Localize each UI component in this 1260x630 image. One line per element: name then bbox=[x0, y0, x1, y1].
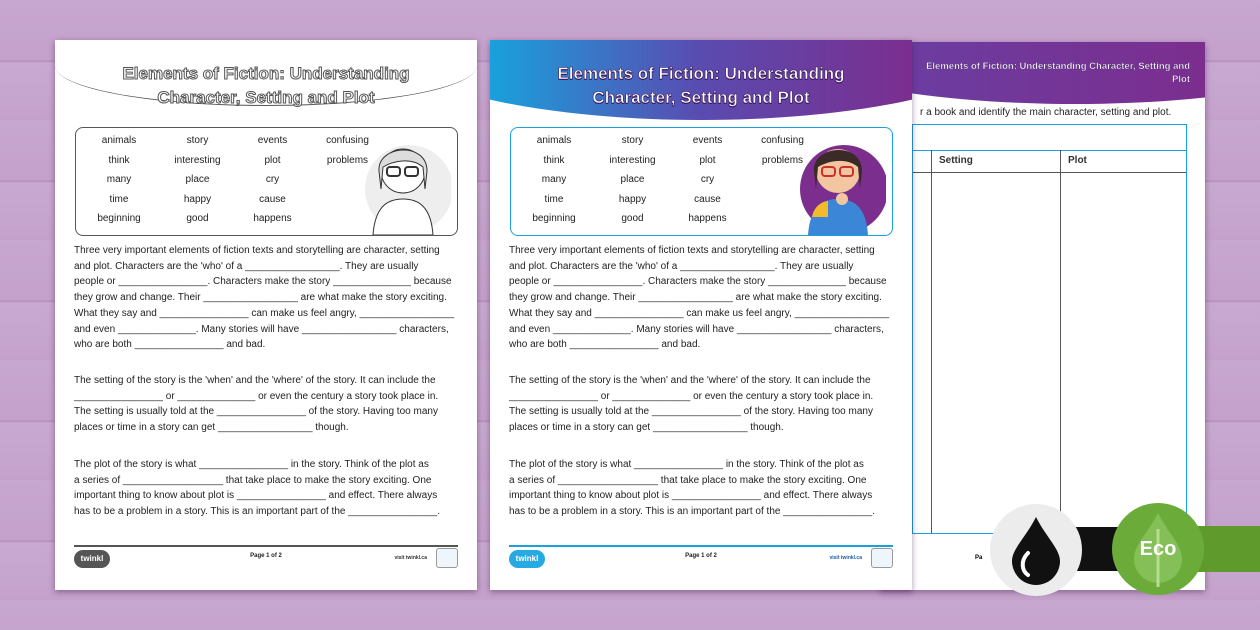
paragraph-line: important thing to know about plot is ________________ and effect. There always bbox=[74, 490, 438, 502]
word-bank-word: plot bbox=[699, 154, 716, 166]
word-bank-word: events bbox=[692, 135, 723, 146]
twinkl-logo: twinkl bbox=[74, 550, 110, 568]
word-bank-word: happens bbox=[688, 213, 727, 224]
word-bank-word: story bbox=[621, 135, 644, 146]
eco-label: Eco bbox=[1139, 537, 1177, 560]
word-bank-word: many bbox=[541, 174, 567, 185]
word-bank-word: time bbox=[109, 193, 129, 205]
character-illustration bbox=[353, 127, 451, 235]
paragraph-line: they grow and change. Their _________________ are what make the story exciting. bbox=[74, 292, 447, 304]
paragraph-line: The plot of the story is what ________________ in the story. Think of the plot as bbox=[74, 459, 429, 470]
word-bank bbox=[510, 127, 893, 236]
paragraph-line: The setting of the story is the 'when' and the 'where' of the story. It can include the bbox=[74, 375, 436, 386]
paragraph-line: who are both ________________ and bad. bbox=[509, 339, 701, 351]
page2-instruction: r a book and identify the main character, setting and plot. bbox=[920, 107, 1172, 118]
paragraph-line: places or time in a story can get _________________ though. bbox=[509, 422, 784, 434]
character-illustration bbox=[788, 127, 886, 235]
paragraph-line: has to be a problem in a story. This is an important part of the ________________. bbox=[509, 506, 875, 518]
worksheet-title bbox=[490, 62, 912, 110]
quality-badge-icon bbox=[871, 548, 893, 568]
word-bank-word: cry bbox=[700, 174, 715, 185]
paragraph-line: they grow and change. Their _________________ are what make the story exciting. bbox=[509, 292, 882, 304]
paragraph-line: ________________ or ______________ or even the century a story took place in. bbox=[509, 390, 874, 402]
word-bank-word: problems bbox=[326, 154, 369, 166]
word-bank-word: problems bbox=[761, 154, 804, 166]
title-line-2: Character, Setting and Plot bbox=[157, 88, 375, 107]
word-bank-word: cause bbox=[259, 193, 286, 205]
paragraph-line: The setting of the story is the 'when' and the 'where' of the story. It can include the bbox=[509, 375, 871, 386]
word-bank-word: story bbox=[186, 135, 209, 146]
paragraph-line: The setting is usually told at the ________________ of the story. Having too many bbox=[509, 406, 873, 418]
paragraph-1 bbox=[74, 243, 464, 353]
column-header-plot: Plot bbox=[1068, 155, 1087, 166]
paragraph-line: Three very important elements of fiction texts and storytelling are character, setting bbox=[509, 245, 875, 256]
title-line-1: Elements of Fiction: Understanding bbox=[122, 64, 410, 83]
paragraph-line: places or time in a story can get _________________ though. bbox=[74, 422, 349, 434]
word-bank-word: think bbox=[108, 154, 130, 166]
paragraph-line: who are both ________________ and bad. bbox=[74, 339, 266, 351]
paragraph-line: What they say and ________________ can make us feel angry, _________________ bbox=[509, 307, 890, 319]
ink-drop-icon bbox=[1008, 515, 1064, 585]
word-bank-word: good bbox=[621, 213, 644, 224]
word-bank-word: good bbox=[186, 213, 209, 224]
paragraph-1 bbox=[509, 243, 899, 353]
word-bank-grid bbox=[76, 134, 385, 226]
word-bank-word: happens bbox=[253, 213, 292, 224]
paragraph-line: people or ________________. Characters make the story ______________ because bbox=[509, 276, 887, 288]
word-bank-word: cause bbox=[694, 193, 721, 205]
worksheet-preview-blackwhite bbox=[55, 40, 477, 590]
word-bank-word: many bbox=[106, 174, 132, 185]
column-divider bbox=[931, 150, 932, 533]
paragraph-line: people or ________________. Characters make the story ______________ because bbox=[74, 276, 452, 288]
paragraph-line: The plot of the story is what ________________ in the story. Think of the plot as bbox=[509, 459, 864, 470]
column-header-setting: Setting bbox=[939, 155, 973, 166]
title-line-1: Elements of Fiction: Understanding bbox=[557, 64, 845, 83]
word-bank-word: think bbox=[543, 154, 565, 166]
paragraph-3 bbox=[74, 457, 464, 520]
paragraph-line: What they say and ________________ can make us feel angry, _________________ bbox=[74, 307, 455, 319]
paragraph-2 bbox=[74, 373, 464, 436]
title-line-2: Character, Setting and Plot bbox=[592, 88, 810, 107]
word-bank-word: time bbox=[544, 193, 564, 205]
word-bank-word: animals bbox=[101, 135, 137, 146]
paragraph-line: a series of __________________ that take place to make the story exciting. One bbox=[74, 474, 432, 486]
page2-title: Elements of Fiction: Understanding Character, Setting and Plot bbox=[926, 61, 1190, 85]
word-bank-word: beginning bbox=[532, 213, 576, 224]
word-bank-word: plot bbox=[264, 154, 281, 166]
quality-badge-icon bbox=[436, 548, 458, 568]
paragraph-line: and even ______________. Many stories will have _________________ characters, bbox=[509, 323, 884, 335]
word-bank-word: place bbox=[185, 174, 210, 185]
word-bank-word: confusing bbox=[761, 135, 804, 146]
column-divider bbox=[1060, 150, 1061, 533]
word-bank-word: events bbox=[257, 135, 288, 146]
paragraph-line: a series of __________________ that take place to make the story exciting. One bbox=[509, 474, 867, 486]
page-number: Pa bbox=[975, 555, 983, 561]
worksheet-title bbox=[55, 62, 477, 110]
footer-divider bbox=[509, 545, 893, 547]
paragraph-line: Three very important elements of fiction texts and storytelling are character, setting bbox=[74, 245, 440, 256]
page-number: Page 1 of 2 bbox=[250, 553, 282, 559]
story-elements-table bbox=[912, 124, 1187, 534]
footer-divider bbox=[74, 545, 458, 547]
paragraph-2 bbox=[509, 373, 899, 436]
word-bank-word: animals bbox=[536, 135, 572, 146]
word-bank-word: happy bbox=[183, 193, 212, 205]
word-bank-word: happy bbox=[618, 193, 647, 205]
page-number: Page 1 of 2 bbox=[685, 553, 717, 559]
word-bank-word: interesting bbox=[174, 154, 221, 166]
paragraph-line: and plot. Characters are the 'who' of a _________________. They are usually bbox=[74, 260, 419, 272]
paragraph-line: and plot. Characters are the 'who' of a _________________. They are usually bbox=[509, 260, 854, 272]
paragraph-line: ________________ or ______________ or even the century a story took place in. bbox=[74, 390, 439, 402]
paragraph-3 bbox=[509, 457, 899, 520]
twinkl-logo: twinkl bbox=[509, 550, 545, 568]
paragraph-line: and even ______________. Many stories will have _________________ characters, bbox=[74, 323, 449, 335]
website-link: visit twinkl.ca bbox=[829, 555, 862, 561]
paragraph-line: has to be a problem in a story. This is an important part of the ________________. bbox=[74, 506, 440, 518]
word-bank-grid bbox=[511, 134, 820, 226]
word-bank-word: beginning bbox=[97, 213, 141, 224]
word-bank-word: confusing bbox=[326, 135, 369, 146]
eco-badge bbox=[1112, 503, 1204, 595]
website-link: visit twinkl.ca bbox=[394, 555, 427, 561]
paragraph-line: important thing to know about plot is ________________ and effect. There always bbox=[509, 490, 873, 502]
word-bank-word: place bbox=[620, 174, 645, 185]
word-bank-word: interesting bbox=[609, 154, 656, 166]
word-bank bbox=[75, 127, 458, 236]
ink-saver-badge bbox=[990, 504, 1082, 596]
paragraph-line: The setting is usually told at the ________________ of the story. Having too many bbox=[74, 406, 438, 418]
worksheet-preview-color bbox=[490, 40, 912, 590]
word-bank-word: cry bbox=[265, 174, 280, 185]
